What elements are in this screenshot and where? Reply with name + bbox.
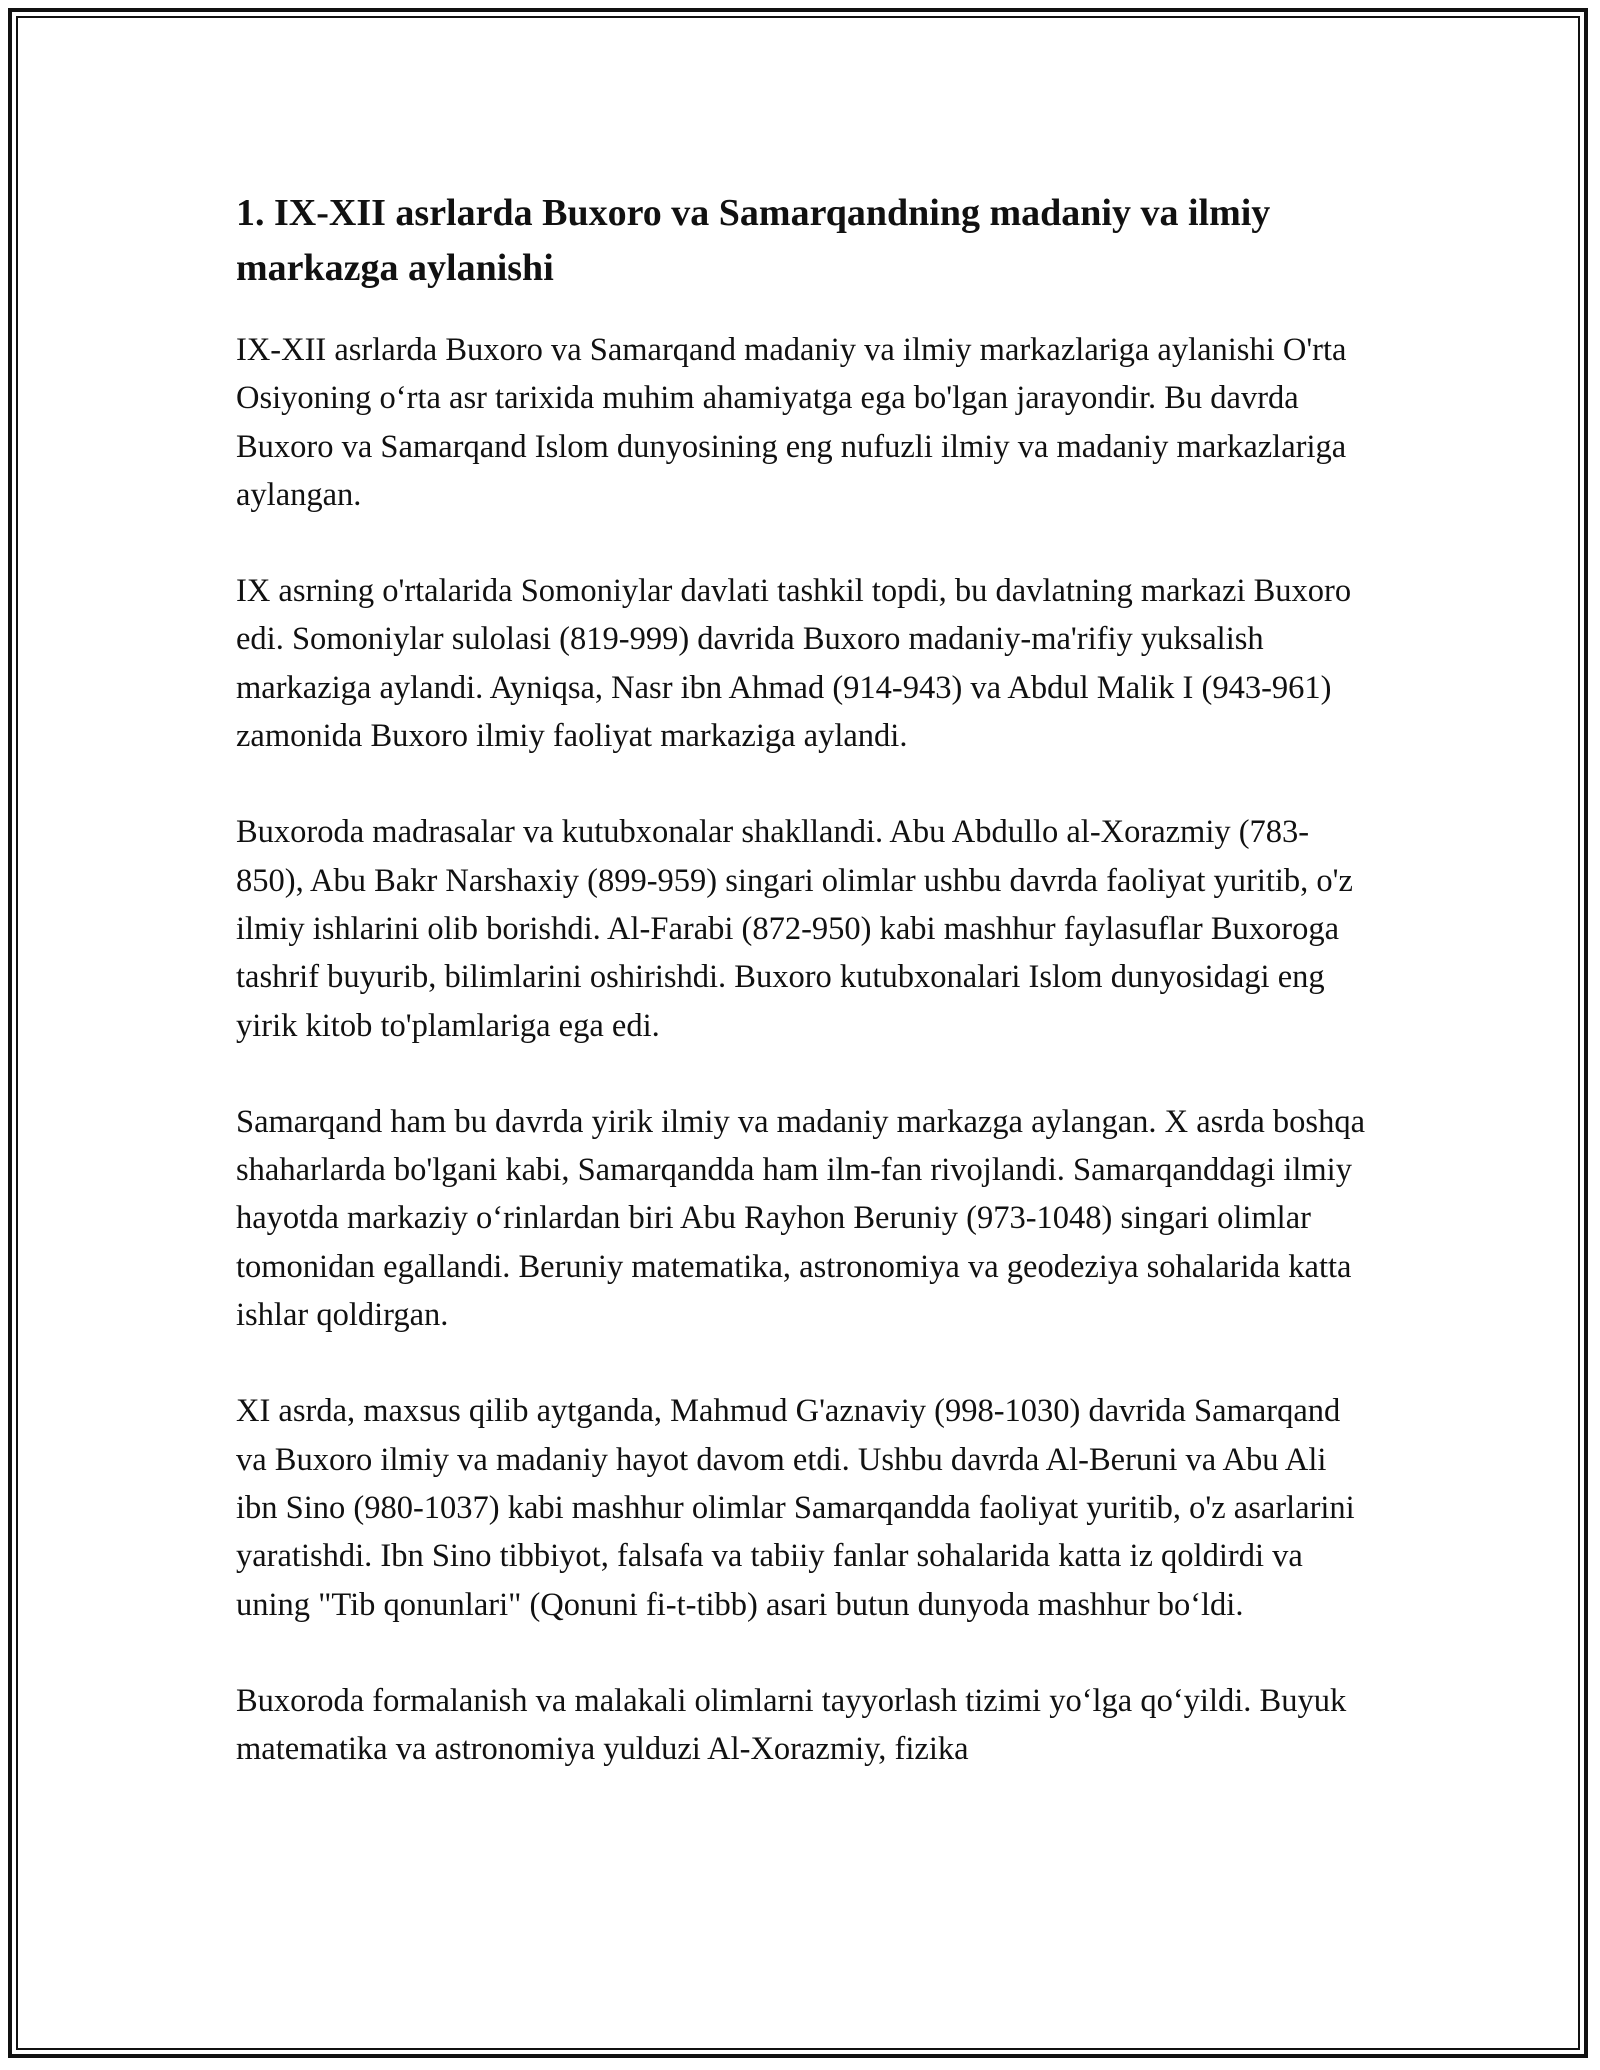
paragraph-4: Samarqand ham bu davrda yirik ilmiy va madaniy markazga aylangan. X asrda boshqa shaharlarda bo'lgani kabi, Samarqandda ham ilm-fan rivojlandi. Samarqanddagi ilmiy hayotda markaziy o‘rinlardan biri Abu Rayhon Beruniy (973-1048) singari olimlar tomonidan egallandi. Beruniy matematika, astronomiya va geodeziya sohalarida katta ishlar qoldirgan.	[236, 1103, 1366, 1334]
paragraph-5: XI asrda, maxsus qilib aytganda, Mahmud G'aznaviy (998-1030) davrida Samarqand va Buxoro ilmiy va madaniy hayot davom etdi. Ushbu davrda Al-Beruni va Abu Ali ibn Sino (980-1037) kabi mashhur olimlar Samarqandda faoliyat yuritib, o'z asarlarini yaratishdi. Ibn Sino tibbiyot, falsafa va tabiiy fanlar sohalarida katta iz qoldirdi va uning "Tib qonunlari" (Qonuni fi-t-tibb) asari butun dunyoda mashhur bo‘ldi.	[236, 1393, 1355, 1623]
document-title: 1. IX-XII asrlarda Buxoro va Samarqandning madaniy va ilmiy markazga aylanishi	[236, 192, 1271, 289]
paragraph-3: Buxoroda madrasalar va kutubxonalar shakllandi. Abu Abdullo al-Xorazmiy (783-850), Abu Bakr Narshaxiy (899-959) singari olimlar ushbu davrda faoliyat yuritib, o'z ilmiy ishlarini olib borishdi. Al-Farabi (872-950) kabi mashhur faylasuflar Buxoroga tashrif buyurib, bilimlarini oshirishdi. Buxoro kutubxonalari Islom dunyosidagi eng yirik kitob to'plamlariga ega edi.	[236, 814, 1353, 1044]
paragraph-1: IX-XII asrlarda Buxoro va Samarqand madaniy va ilmiy markazlariga aylanishi O'rta Osiyoning o‘rta asr tarixida muhim ahamiyatga ega bo'lgan jarayondir. Bu davrda Buxoro va Samarqand Islom dunyosining eng nufuzli ilmiy va madaniy markazlariga aylangan.	[236, 332, 1347, 513]
document-body	[236, 186, 1376, 1821]
paragraph-2: IX asrning o'rtalarida Somoniylar davlati tashkil topdi, bu davlatning markazi Buxoro edi. Somoniylar sulolasi (819-999) davrida Buxoro madaniy-ma'rifiy yuksalish markaziga aylandi. Ayniqsa, Nasr ibn Ahmad (914-943) va Abdul Malik I (943-961) zamonida Buxoro ilmiy faoliyat markaziga aylandi.	[236, 573, 1352, 755]
paragraph-6: Buxoroda formalanish va malakali olimlarni tayyorlash tizimi yo‘lga qo‘yildi. Buyuk matematika va astronomiya yulduzi Al-Xorazmiy, fizika	[236, 1682, 1347, 1768]
